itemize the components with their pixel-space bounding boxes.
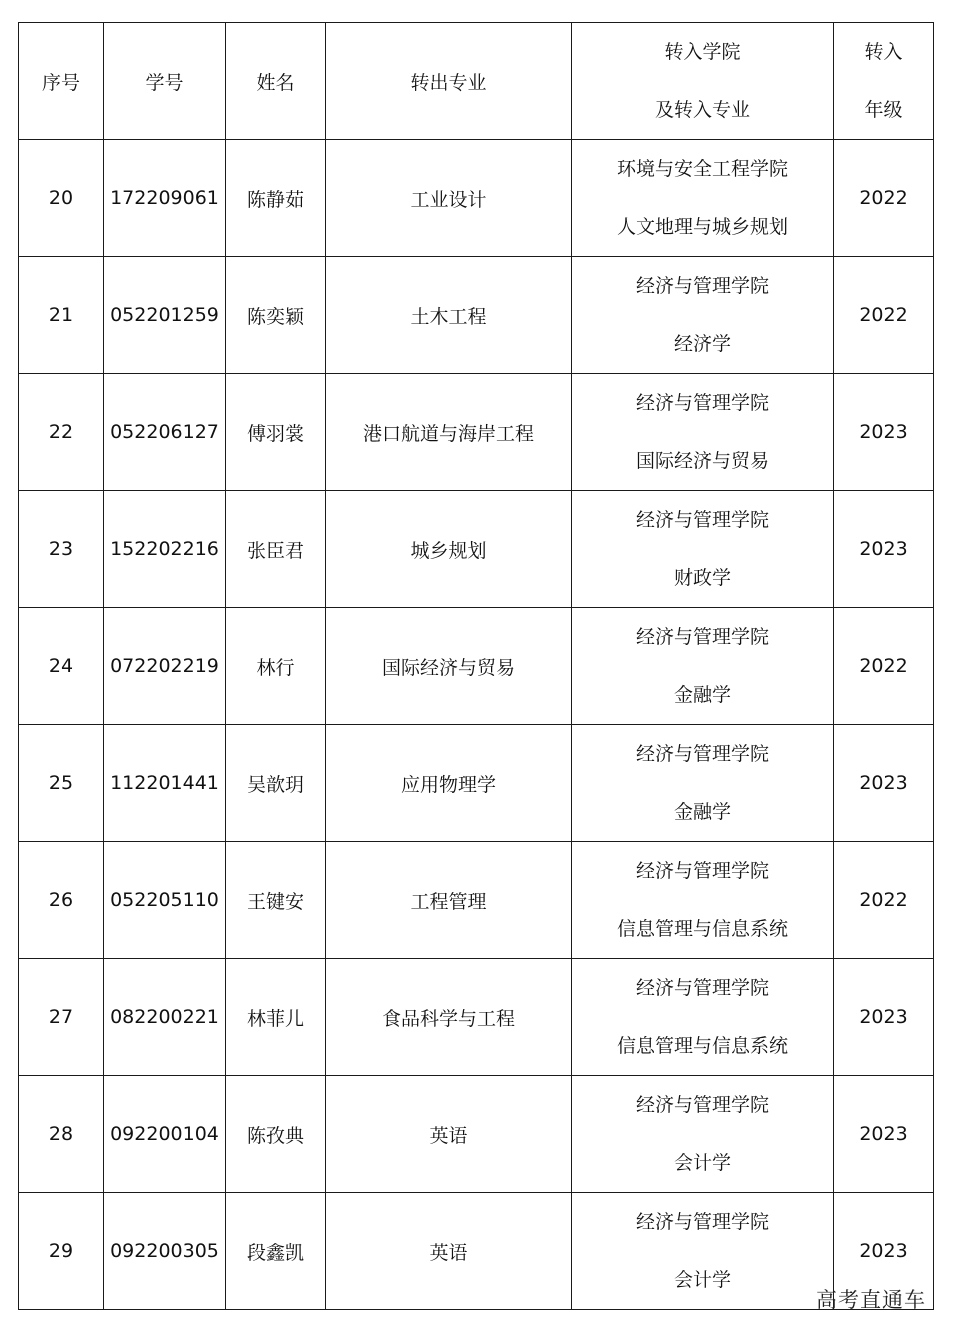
cell-student-id: 052205110 <box>104 842 226 959</box>
cell-grade: 2023 <box>834 374 934 491</box>
cell-student-id: 072202219 <box>104 608 226 725</box>
cell-to-college-major <box>572 959 834 1076</box>
cell-to-college-major <box>572 491 834 608</box>
cell-to-college-major <box>572 374 834 491</box>
cell-name: 张臣君 <box>226 491 326 608</box>
header-student-id: 学号 <box>104 23 226 140</box>
cell-seq: 24 <box>19 608 104 725</box>
cell-to-major: 信息管理与信息系统 <box>616 1035 788 1057</box>
cell-to-college: 经济与管理学院 <box>635 392 769 414</box>
cell-grade: 2022 <box>834 257 934 374</box>
cell-to-college: 经济与管理学院 <box>635 626 769 648</box>
cell-grade: 2023 <box>834 491 934 608</box>
cell-grade: 2023 <box>834 1193 934 1310</box>
header-to-college-line2: 及转入专业 <box>654 99 750 121</box>
cell-name: 陈孜典 <box>226 1076 326 1193</box>
cell-to-major: 会计学 <box>673 1269 731 1291</box>
cell-seq: 25 <box>19 725 104 842</box>
cell-student-id: 082200221 <box>104 959 226 1076</box>
cell-student-id: 152202216 <box>104 491 226 608</box>
cell-to-major: 金融学 <box>673 801 731 823</box>
header-from-major: 转出专业 <box>326 23 572 140</box>
cell-student-id: 052206127 <box>104 374 226 491</box>
cell-from-major: 应用物理学 <box>326 725 572 842</box>
cell-to-college-major <box>572 140 834 257</box>
cell-from-major: 工业设计 <box>326 140 572 257</box>
cell-grade: 2022 <box>834 842 934 959</box>
cell-name: 林行 <box>226 608 326 725</box>
cell-grade: 2022 <box>834 140 934 257</box>
cell-to-major: 财政学 <box>673 567 731 589</box>
cell-to-college-major <box>572 1076 834 1193</box>
cell-seq: 20 <box>19 140 104 257</box>
cell-seq: 29 <box>19 1193 104 1310</box>
cell-to-major: 国际经济与贸易 <box>635 450 769 472</box>
cell-from-major: 城乡规划 <box>326 491 572 608</box>
header-to-college <box>572 23 834 140</box>
cell-grade: 2023 <box>834 725 934 842</box>
cell-to-college: 经济与管理学院 <box>635 1094 769 1116</box>
header-grade <box>834 23 934 140</box>
cell-from-major: 工程管理 <box>326 842 572 959</box>
table-row <box>19 1193 934 1310</box>
cell-from-major: 食品科学与工程 <box>326 959 572 1076</box>
cell-to-college: 经济与管理学院 <box>635 743 769 765</box>
cell-to-major: 人文地理与城乡规划 <box>616 216 788 238</box>
cell-to-college: 经济与管理学院 <box>635 977 769 999</box>
cell-name: 陈奕颖 <box>226 257 326 374</box>
cell-name: 傅羽裳 <box>226 374 326 491</box>
cell-name: 林菲儿 <box>226 959 326 1076</box>
table-row <box>19 140 934 257</box>
transfer-table <box>18 22 934 1310</box>
cell-to-college-major <box>572 257 834 374</box>
cell-to-major: 经济学 <box>673 333 731 355</box>
cell-name: 陈静茹 <box>226 140 326 257</box>
cell-name: 吴歆玥 <box>226 725 326 842</box>
cell-to-college: 经济与管理学院 <box>635 275 769 297</box>
cell-from-major: 英语 <box>326 1076 572 1193</box>
cell-to-major: 金融学 <box>673 684 731 706</box>
cell-grade: 2022 <box>834 608 934 725</box>
cell-student-id: 052201259 <box>104 257 226 374</box>
cell-seq: 27 <box>19 959 104 1076</box>
table-row <box>19 842 934 959</box>
cell-student-id: 092200104 <box>104 1076 226 1193</box>
header-grade-line2: 年级 <box>864 99 903 121</box>
cell-from-major: 土木工程 <box>326 257 572 374</box>
cell-seq: 21 <box>19 257 104 374</box>
header-grade-line1: 转入 <box>864 41 903 63</box>
cell-from-major: 国际经济与贸易 <box>326 608 572 725</box>
header-to-college-line1: 转入学院 <box>664 41 741 63</box>
cell-name: 王键安 <box>226 842 326 959</box>
table-row <box>19 608 934 725</box>
cell-student-id: 092200305 <box>104 1193 226 1310</box>
cell-seq: 22 <box>19 374 104 491</box>
table-header-row <box>19 23 934 140</box>
header-name: 姓名 <box>226 23 326 140</box>
cell-from-major: 英语 <box>326 1193 572 1310</box>
cell-grade: 2023 <box>834 959 934 1076</box>
table-row <box>19 959 934 1076</box>
cell-seq: 26 <box>19 842 104 959</box>
cell-seq: 28 <box>19 1076 104 1193</box>
watermark: 高考直通车 <box>816 1288 926 1312</box>
table-row <box>19 1076 934 1193</box>
cell-student-id: 172209061 <box>104 140 226 257</box>
cell-to-college-major <box>572 1193 834 1310</box>
cell-to-college: 经济与管理学院 <box>635 509 769 531</box>
cell-to-college: 经济与管理学院 <box>635 1211 769 1233</box>
cell-name: 段鑫凯 <box>226 1193 326 1310</box>
table-row <box>19 491 934 608</box>
table-row <box>19 725 934 842</box>
cell-to-college-major <box>572 842 834 959</box>
table-row <box>19 374 934 491</box>
cell-to-college: 环境与安全工程学院 <box>616 158 788 180</box>
cell-to-college: 经济与管理学院 <box>635 860 769 882</box>
cell-from-major: 港口航道与海岸工程 <box>326 374 572 491</box>
cell-seq: 23 <box>19 491 104 608</box>
cell-to-college-major <box>572 608 834 725</box>
cell-to-college-major <box>572 725 834 842</box>
cell-to-major: 信息管理与信息系统 <box>616 918 788 940</box>
table-row <box>19 257 934 374</box>
cell-grade: 2023 <box>834 1076 934 1193</box>
cell-to-major: 会计学 <box>673 1152 731 1174</box>
header-seq: 序号 <box>19 23 104 140</box>
cell-student-id: 112201441 <box>104 725 226 842</box>
